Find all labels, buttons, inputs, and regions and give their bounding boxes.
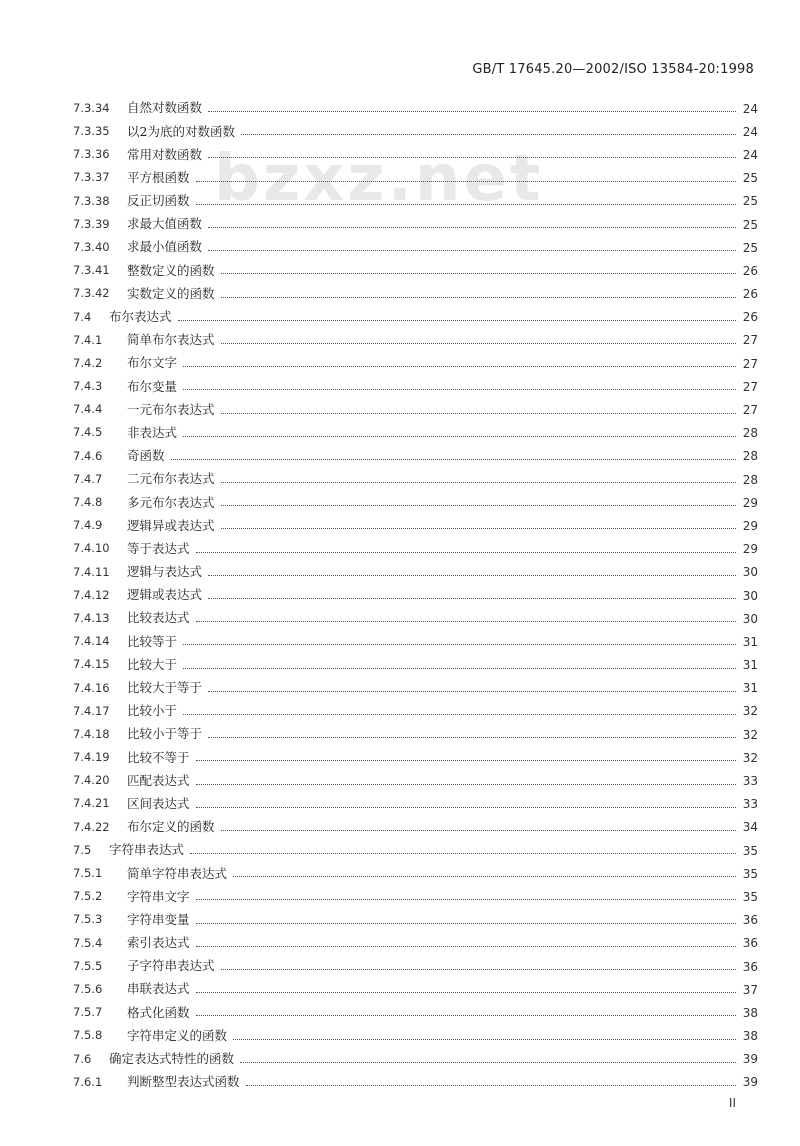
toc-entry-title: 常用对数函数: [127, 146, 203, 162]
toc-dot-leader: [208, 227, 736, 228]
toc-entry-page: 31: [742, 681, 758, 696]
toc-entry: [73, 769, 758, 792]
toc-entry: [73, 584, 758, 607]
toc-entry-title: 逻辑异或表达式: [127, 517, 215, 533]
toc-dot-leader: [196, 807, 736, 808]
toc-dot-leader: [246, 1085, 736, 1086]
toc-entry-page: 35: [742, 843, 758, 858]
table-of-contents: [73, 97, 758, 1094]
toc-entry-title: 比较不等于: [127, 749, 190, 765]
toc-entry-number: 7.4.2: [73, 355, 103, 370]
toc-entry-page: 24: [742, 124, 758, 139]
toc-entry-page: 28: [742, 472, 758, 487]
toc-entry-page: 24: [742, 147, 758, 162]
toc-entry-number: 7.4.12: [73, 587, 110, 602]
toc-entry-title: 求最大值函数: [127, 216, 203, 232]
toc-entry-number: 7.3.37: [73, 170, 110, 185]
toc-entry-number: 7.5.4: [73, 935, 103, 950]
toc-entry-title: 串联表达式: [127, 981, 190, 997]
toc-entry: [73, 190, 758, 213]
toc-entry-title: 求最小值函数: [127, 239, 203, 255]
toc-section-entry: [73, 1048, 758, 1071]
toc-entry-page: 33: [742, 774, 758, 789]
toc-entry: [73, 862, 758, 885]
toc-entry: [73, 514, 758, 537]
toc-entry-page: 30: [742, 565, 758, 580]
toc-entry-page: 39: [742, 1075, 758, 1090]
toc-dot-leader: [178, 320, 736, 321]
toc-dot-leader: [171, 459, 736, 460]
toc-dot-leader: [208, 598, 736, 599]
toc-entry: [73, 143, 758, 166]
toc-entry-page: 27: [742, 356, 758, 371]
toc-entry-number: 7.4.13: [73, 610, 110, 625]
toc-entry: [73, 1071, 758, 1094]
toc-entry: [73, 607, 758, 630]
toc-entry-page: 25: [742, 217, 758, 232]
toc-entry-title: 字符串变量: [127, 911, 190, 927]
toc-entry-page: 29: [742, 518, 758, 533]
toc-entry-number: 7.4.15: [73, 657, 110, 672]
toc-entry: [73, 491, 758, 514]
toc-entry-number: 7.4.16: [73, 680, 110, 695]
toc-entry-page: 25: [742, 171, 758, 186]
toc-entry-number: 7.4.14: [73, 634, 110, 649]
toc-dot-leader: [190, 853, 736, 854]
toc-entry-title: 布尔变量: [127, 378, 178, 394]
toc-entry-title: 布尔表达式: [109, 309, 172, 325]
toc-entry-title: 自然对数函数: [127, 100, 203, 116]
toc-entry-page: 27: [742, 333, 758, 348]
toc-entry-title: 逻辑或表达式: [127, 587, 203, 603]
toc-dot-leader: [221, 413, 736, 414]
toc-dot-leader: [240, 1062, 736, 1063]
page-number: II: [728, 1096, 736, 1110]
toc-section-entry: [73, 839, 758, 862]
toc-entry-number: 7.6: [73, 1051, 92, 1066]
toc-entry: [73, 654, 758, 677]
toc-entry-page: 37: [742, 982, 758, 997]
toc-entry: [73, 97, 758, 120]
toc-dot-leader: [208, 157, 736, 158]
toc-entry: [73, 1001, 758, 1024]
toc-entry-number: 7.3.40: [73, 239, 110, 254]
toc-dot-leader: [221, 505, 736, 506]
toc-entry-title: 二元布尔表达式: [127, 471, 215, 487]
toc-dot-leader: [196, 552, 736, 553]
toc-entry-page: 28: [742, 449, 758, 464]
toc-entry-number: 7.3.41: [73, 263, 110, 278]
toc-entry-title: 简单字符串表达式: [127, 865, 228, 881]
toc-dot-leader: [208, 250, 736, 251]
toc-dot-leader: [196, 181, 736, 182]
toc-entry: [73, 468, 758, 491]
toc-entry: [73, 422, 758, 445]
toc-dot-leader: [196, 760, 736, 761]
toc-dot-leader: [221, 273, 736, 274]
toc-entry-page: 27: [742, 379, 758, 394]
toc-entry-page: 30: [742, 611, 758, 626]
toc-entry: [73, 398, 758, 421]
toc-entry-title: 逻辑与表达式: [127, 564, 203, 580]
toc-dot-leader: [221, 969, 736, 970]
toc-entry: [73, 213, 758, 236]
toc-entry: [73, 283, 758, 306]
toc-entry: [73, 352, 758, 375]
toc-entry-number: 7.5.2: [73, 889, 103, 904]
toc-entry: [73, 793, 758, 816]
toc-dot-leader: [196, 923, 736, 924]
toc-entry-page: 38: [742, 1029, 758, 1044]
toc-entry-number: 7.5: [73, 842, 92, 857]
toc-entry-title: 一元布尔表达式: [127, 401, 215, 417]
toc-entry: [73, 816, 758, 839]
toc-entry-number: 7.4.22: [73, 819, 110, 834]
toc-entry: [73, 978, 758, 1001]
toc-entry-page: 28: [742, 426, 758, 441]
toc-dot-leader: [196, 899, 736, 900]
toc-dot-leader: [183, 668, 736, 669]
toc-entry: [73, 955, 758, 978]
toc-entry-page: 36: [742, 913, 758, 928]
toc-entry-title: 反正切函数: [127, 193, 190, 209]
toc-entry-number: 7.4.21: [73, 796, 110, 811]
toc-section-entry: [73, 306, 758, 329]
toc-dot-leader: [196, 784, 736, 785]
toc-entry-page: 33: [742, 797, 758, 812]
toc-entry-page: 25: [742, 240, 758, 255]
toc-entry-title: 布尔文字: [127, 355, 178, 371]
toc-entry-number: 7.4.19: [73, 750, 110, 765]
toc-entry-page: 26: [742, 263, 758, 278]
toc-entry: [73, 1025, 758, 1048]
toc-entry-title: 区间表达式: [127, 795, 190, 811]
toc-dot-leader: [196, 1015, 736, 1016]
toc-dot-leader: [241, 134, 736, 135]
toc-entry: [73, 885, 758, 908]
toc-entry-page: 31: [742, 658, 758, 673]
toc-entry-title: 奇函数: [127, 448, 165, 464]
toc-dot-leader: [196, 946, 736, 947]
toc-entry-number: 7.4.4: [73, 402, 103, 417]
toc-entry-page: 29: [742, 542, 758, 557]
toc-entry-title: 比较大于等于: [127, 680, 203, 696]
toc-entry: [73, 167, 758, 190]
toc-entry-number: 7.5.7: [73, 1005, 103, 1020]
toc-entry-title: 字符串文字: [127, 888, 190, 904]
toc-entry-page: 35: [742, 889, 758, 904]
toc-dot-leader: [183, 366, 736, 367]
toc-entry-number: 7.4.20: [73, 773, 110, 788]
toc-entry: [73, 120, 758, 143]
toc-entry-title: 平方根函数: [127, 169, 190, 185]
toc-entry-number: 7.3.34: [73, 100, 110, 115]
toc-entry: [73, 932, 758, 955]
toc-entry: [73, 746, 758, 769]
toc-dot-leader: [183, 644, 736, 645]
toc-dot-leader: [208, 575, 736, 576]
toc-entry-number: 7.4.6: [73, 448, 103, 463]
toc-dot-leader: [196, 621, 736, 622]
toc-entry-number: 7.5.6: [73, 981, 103, 996]
toc-entry-page: 38: [742, 1005, 758, 1020]
toc-dot-leader: [208, 691, 736, 692]
toc-entry-page: 31: [742, 634, 758, 649]
toc-dot-leader: [221, 830, 736, 831]
toc-dot-leader: [183, 389, 736, 390]
toc-entry-title: 等于表达式: [127, 540, 190, 556]
toc-entry-number: 7.5.5: [73, 958, 103, 973]
toc-entry-page: 32: [742, 727, 758, 742]
toc-entry-title: 比较大于: [127, 656, 178, 672]
toc-entry-page: 34: [742, 820, 758, 835]
toc-entry-number: 7.4.3: [73, 379, 103, 394]
toc-entry-title: 比较小于等于: [127, 726, 203, 742]
toc-entry-number: 7.5.8: [73, 1028, 103, 1043]
toc-entry-page: 24: [742, 101, 758, 116]
toc-entry: [73, 700, 758, 723]
toc-entry: [73, 909, 758, 932]
toc-entry: [73, 538, 758, 561]
toc-entry-page: 39: [742, 1052, 758, 1067]
toc-entry-title: 字符串定义的函数: [127, 1027, 228, 1043]
toc-entry-page: 26: [742, 310, 758, 325]
toc-entry-title: 子字符串表达式: [127, 958, 215, 974]
toc-entry: [73, 723, 758, 746]
watermark: bzxz.net: [214, 142, 544, 216]
toc-dot-leader: [196, 204, 736, 205]
toc-entry-number: 7.3.42: [73, 286, 110, 301]
toc-entry-number: 7.3.38: [73, 193, 110, 208]
toc-entry-page: 35: [742, 866, 758, 881]
toc-entry-number: 7.4.1: [73, 332, 103, 347]
toc-entry-number: 7.3.36: [73, 147, 110, 162]
toc-entry-number: 7.4.5: [73, 425, 103, 440]
toc-entry-title: 比较表达式: [127, 610, 190, 626]
toc-dot-leader: [208, 111, 736, 112]
toc-dot-leader: [221, 528, 736, 529]
toc-entry-title: 格式化函数: [127, 1004, 190, 1020]
toc-dot-leader: [208, 737, 736, 738]
toc-entry-page: 36: [742, 936, 758, 951]
toc-entry: [73, 561, 758, 584]
toc-dot-leader: [196, 992, 736, 993]
toc-entry-title: 整数定义的函数: [127, 262, 215, 278]
toc-entry: [73, 630, 758, 653]
toc-entry-number: 7.4.17: [73, 703, 110, 718]
toc-dot-leader: [233, 876, 736, 877]
toc-entry-number: 7.5.1: [73, 866, 103, 881]
toc-entry: [73, 677, 758, 700]
toc-entry-title: 确定表达式特性的函数: [109, 1051, 235, 1067]
toc-entry: [73, 329, 758, 352]
toc-entry-page: 29: [742, 495, 758, 510]
toc-entry-number: 7.3.39: [73, 216, 110, 231]
toc-entry-number: 7.4.18: [73, 726, 110, 741]
toc-entry-title: 索引表达式: [127, 935, 190, 951]
toc-entry-number: 7.4.10: [73, 541, 110, 556]
toc-entry-page: 27: [742, 403, 758, 418]
toc-entry-title: 非表达式: [127, 424, 178, 440]
toc-entry-number: 7.3.35: [73, 124, 110, 139]
toc-entry-page: 26: [742, 287, 758, 302]
toc-entry-page: 32: [742, 704, 758, 719]
toc-dot-leader: [221, 297, 736, 298]
toc-entry-title: 匹配表达式: [127, 772, 190, 788]
toc-entry-number: 7.4.11: [73, 564, 110, 579]
toc-entry-title: 多元布尔表达式: [127, 494, 215, 510]
toc-entry-number: 7.5.3: [73, 912, 103, 927]
toc-dot-leader: [233, 1039, 736, 1040]
toc-dot-leader: [183, 436, 736, 437]
toc-entry-page: 36: [742, 959, 758, 974]
toc-entry-title: 比较等于: [127, 633, 178, 649]
toc-entry-title: 判断整型表达式函数: [127, 1074, 240, 1090]
toc-dot-leader: [221, 482, 736, 483]
toc-entry-title: 布尔定义的函数: [127, 819, 215, 835]
toc-entry: [73, 375, 758, 398]
toc-dot-leader: [221, 343, 736, 344]
toc-entry-title: 比较小于: [127, 703, 178, 719]
document-header: GB/T 17645.20—2002/ISO 13584-20:1998: [472, 62, 754, 77]
toc-entry-title: 简单布尔表达式: [127, 332, 215, 348]
toc-entry-title: 字符串表达式: [109, 842, 185, 858]
toc-dot-leader: [183, 714, 736, 715]
toc-entry: [73, 445, 758, 468]
toc-entry-page: 30: [742, 588, 758, 603]
toc-entry: [73, 259, 758, 282]
toc-entry-number: 7.4: [73, 309, 92, 324]
toc-entry-number: 7.6.1: [73, 1074, 103, 1089]
toc-entry-title: 以2为底的对数函数: [127, 123, 235, 139]
toc-entry-number: 7.4.9: [73, 518, 103, 533]
toc-entry-page: 25: [742, 194, 758, 209]
toc-entry-page: 32: [742, 750, 758, 765]
toc-entry: [73, 236, 758, 259]
toc-entry-number: 7.4.8: [73, 495, 103, 510]
toc-entry-title: 实数定义的函数: [127, 285, 215, 301]
toc-entry-number: 7.4.7: [73, 471, 103, 486]
